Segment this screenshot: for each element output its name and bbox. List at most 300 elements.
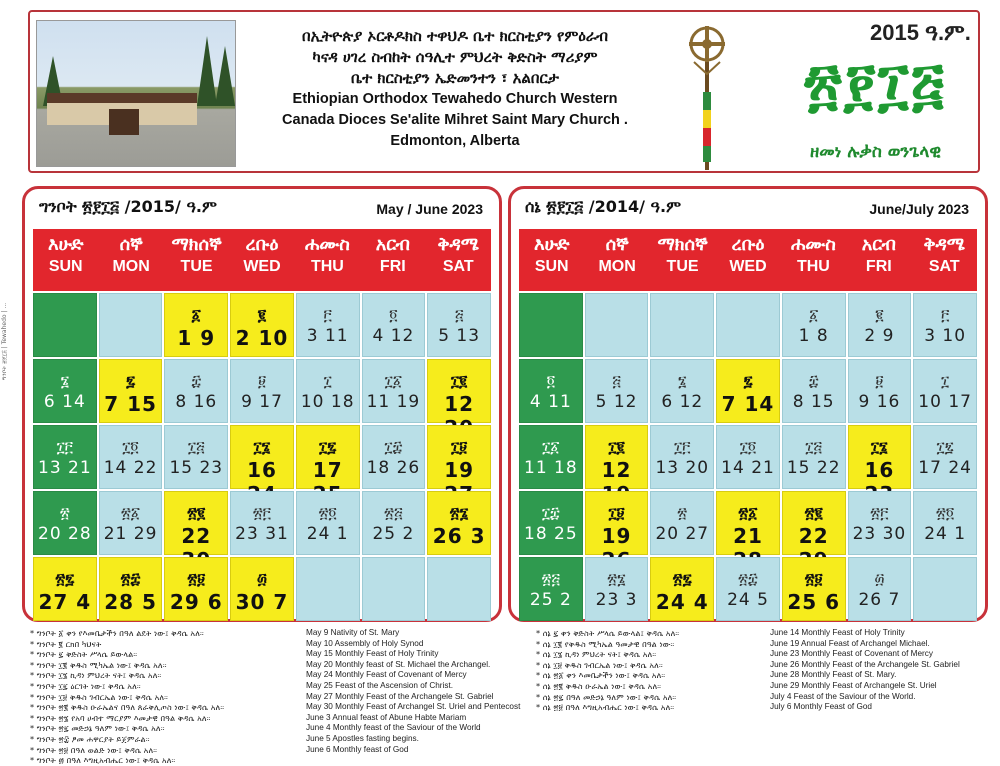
day-cell: [427, 557, 491, 621]
ethiopic-day-numeral: ፱: [875, 372, 884, 390]
day-cell: [650, 425, 714, 489]
day-cell: [230, 491, 294, 555]
day-cell: [519, 557, 583, 621]
day-numbers: 13 21: [38, 458, 92, 478]
notes-sene-am: [536, 628, 766, 713]
day-cell: [585, 425, 649, 489]
note-line: * ግንቦት ፳፱ በዓለ ወልድ ነው፤ ቅዳሴ አለ።: [30, 744, 158, 755]
ethiopic-day-numeral: ፲፱: [451, 438, 468, 456]
ethiopic-day-numeral: ፳፭: [541, 570, 560, 588]
day-cell: [716, 491, 780, 555]
day-numbers: 24 5: [727, 590, 769, 610]
ethiopic-day-numeral: ፲፩: [384, 372, 403, 390]
day-cell: [913, 425, 977, 489]
day-cell: [848, 425, 912, 489]
day-numbers: 16: [247, 458, 277, 482]
title-en-line: Canada Dioces Se'alite Mihret Saint Mary Church .: [282, 112, 628, 128]
year-ec-label: 2015 ዓ.ም.: [870, 20, 971, 45]
day-cell: [362, 491, 426, 555]
ethiopic-day-numeral: ፪: [875, 306, 884, 324]
note-line: July 4 Feast of the Saviour of the World.: [770, 691, 916, 701]
day-numbers: 20 27: [655, 524, 710, 544]
weekday-am-label: ማክሰኞ: [657, 234, 708, 255]
note-line: June 14 Monthly Feast of Holy Trinity: [770, 628, 905, 637]
note-line: * ግንቦት ፲፱ ቅዱስ ገብርኤል ነው፤ ቅዳሴ አለ።: [30, 691, 168, 702]
day-numbers: 22: [181, 524, 212, 548]
weekday-sun: [33, 229, 98, 291]
weekday-header: [33, 229, 491, 291]
day-numbers: 25 2: [529, 590, 572, 610]
ethiopic-day-numeral: ፳፪: [187, 504, 206, 522]
weekday-en-label: WED: [729, 258, 767, 275]
day-cell: [33, 293, 97, 357]
day-cell: [33, 425, 97, 489]
day-numbers: 7 14: [721, 392, 775, 416]
weekday-fri: [360, 229, 425, 291]
day-cell: [782, 359, 846, 423]
day-cell: [848, 359, 912, 423]
day-cell: [716, 293, 780, 357]
day-cell: [99, 293, 163, 357]
day-cell: [913, 359, 977, 423]
day-numbers: 2 9: [864, 326, 895, 346]
notes-ginbot-am: [30, 628, 300, 766]
day-numbers: 20 28: [38, 524, 92, 544]
big-year-ethiopic: ፳፻፲፭: [804, 50, 946, 118]
day-cell: [99, 557, 163, 621]
ethiopic-day-numeral: ፳፩: [738, 504, 758, 522]
ethiopic-day-numeral: ፲፫: [674, 438, 691, 456]
ethiopic-day-numeral: ፲፪: [451, 372, 468, 390]
day-numbers: 12: [444, 392, 475, 416]
ethiopic-day-numeral: ፯: [126, 372, 136, 390]
ethiopic-day-numeral: ፬: [389, 306, 398, 324]
note-line: May 15 Monthly Feast of Holy Trinity: [306, 649, 439, 659]
day-numbers: 1 9: [177, 326, 216, 350]
day-cell: [99, 359, 163, 423]
day-numbers: 5 13: [438, 326, 481, 346]
ethiopic-day-numeral: ፴: [874, 570, 885, 588]
day-cell: [362, 293, 426, 357]
ethiopic-day-numeral: ፫: [940, 306, 950, 324]
weekday-en-label: THU: [796, 258, 830, 275]
day-cell: [519, 425, 583, 489]
church-photo: [36, 20, 236, 167]
weekday-en-label: TUE: [666, 258, 699, 275]
day-cell: [164, 425, 228, 489]
day-cell: [650, 557, 714, 621]
title-en-line: Edmonton, Alberta: [390, 133, 520, 149]
weekday-sat: [912, 229, 977, 291]
ethiopic-day-numeral: ፲፪: [608, 438, 625, 456]
note-line: * ሰኔ ፳፩ ቀን እመቤታችን ነው፤ ቅዳሴ አለ።: [536, 670, 666, 681]
day-numbers: 16: [864, 458, 895, 482]
day-numbers: 28 5: [104, 590, 157, 614]
note-line: May 25 Feast of the Ascension of Christ.: [306, 680, 453, 690]
ethiopic-day-numeral: ፰: [808, 372, 819, 390]
day-cell: [650, 293, 714, 357]
note-line: May 30 Monthly Feast of Archangel St. Uriel and Pentecost: [306, 702, 521, 712]
day-cell: [296, 359, 360, 423]
weekday-en-label: SAT: [442, 258, 474, 275]
note-line: June 28 Monthly Feast of St. Mary.: [770, 670, 897, 680]
weekday-wed: [229, 229, 294, 291]
day-cell: [585, 359, 649, 423]
ethiopic-day-numeral: ፯: [743, 372, 753, 390]
note-line: * ሰኔ ፳፯ በዓለ መድኃኔ ዓለም ነው፤ ቅዳሴ አለ።: [536, 691, 677, 702]
day-cell: [650, 359, 714, 423]
ethiopic-day-numeral: ፳፱: [187, 570, 206, 588]
day-cell: [716, 359, 780, 423]
day-cell: [848, 293, 912, 357]
day-numbers: 24 1: [306, 524, 349, 544]
weekday-am-label: አርብ: [375, 234, 410, 255]
day-numbers: 15 22: [786, 458, 841, 478]
ethiopic-day-numeral: ፩: [809, 306, 819, 324]
weekday-en-label: MON: [112, 258, 150, 275]
calendar-header: [28, 10, 980, 173]
weekday-am-label: ሐሙስ: [790, 234, 836, 255]
day-cell: [427, 425, 491, 489]
day-cell: [913, 491, 977, 555]
weekday-en-label: FRI: [865, 258, 892, 275]
tree-shape: [197, 36, 217, 106]
note-line: June 23 Monthly Feast of Covenant of Mercy: [770, 649, 933, 659]
church-building: [47, 93, 197, 125]
day-cell: [519, 359, 583, 423]
day-cell: [782, 425, 846, 489]
day-numbers: 3 10: [924, 326, 967, 346]
day-numbers: 12: [601, 458, 632, 482]
day-numbers: 9 16: [858, 392, 901, 412]
church-door: [109, 109, 139, 135]
day-cell: [362, 425, 426, 489]
day-numbers: 21: [733, 524, 763, 548]
day-cell: [427, 293, 491, 357]
weekday-am-label: ቅዳሜ: [437, 234, 480, 255]
day-cell: [848, 557, 912, 621]
day-numbers: 6 12: [661, 392, 704, 412]
note-line: May 27 Monthly Feast of the Archangele St. Gabriel: [306, 691, 494, 701]
day-numbers: 25 6: [787, 590, 841, 614]
day-cell: [362, 557, 426, 621]
ethiopic-day-numeral: ፳፪: [804, 504, 823, 522]
ethiopic-day-numeral: ፭: [612, 372, 621, 390]
note-line: * ሰኔ ፲፪ የቅዱስ ሚካኤል ዓመታዊ በዓል ነው።: [536, 638, 675, 649]
day-numbers: 17: [312, 458, 343, 482]
day-numbers: 18 25: [524, 524, 578, 544]
note-line: June 29 Monthly Feast of Archangele St. Uriel: [770, 680, 937, 690]
note-line: May 10 Assembly of Holy Synod: [306, 638, 424, 648]
day-cell: [650, 491, 714, 555]
ethiopic-day-numeral: ፲፫: [56, 438, 73, 456]
ethiopic-day-numeral: ፳፮: [607, 570, 626, 588]
tree-shape: [215, 46, 235, 106]
note-line: * ሰኔ ፳፪ ቅዱስ ዑራኤል ነው፤ ቅዳሴ አለ።: [536, 680, 662, 691]
note-line: June 4 Monthly feast of the Saviour of the World: [306, 723, 481, 733]
weekday-sun: [519, 229, 584, 291]
day-cell: [164, 557, 228, 621]
day-cell: [913, 293, 977, 357]
day-numbers: 10 18: [300, 392, 355, 412]
day-cell: [230, 293, 294, 357]
day-cell: [427, 359, 491, 423]
ethiopic-day-numeral: ፬: [546, 372, 555, 390]
weekday-am-label: አርብ: [861, 234, 896, 255]
ethiopic-day-numeral: ፲፬: [739, 438, 757, 456]
weekday-en-label: SUN: [48, 258, 83, 275]
ethiopic-day-numeral: ፲፮: [253, 438, 271, 456]
note-line: * ሰኔ ፲፮ ኪዳነ ምህረት ናት፤ ቅዳሴ አለ።: [536, 649, 657, 660]
title-am-line: ካናዳ ሀገረ ስብከት ሰዓሊተ ምህረት ቅድስት ማሪያም: [312, 48, 598, 66]
weekday-header: [519, 229, 977, 291]
ethiopic-day-numeral: ፪: [257, 306, 267, 324]
day-numbers: 10 17: [918, 392, 972, 412]
day-numbers: 24 1: [924, 524, 967, 544]
note-line: * ግንቦት ፳፯ መድኃኔ ዓለም ነው፤ ቅዳሴ አለ።: [30, 723, 165, 734]
day-cell: [296, 425, 360, 489]
day-cell: [427, 491, 491, 555]
ethiopic-day-numeral: ፲፭: [187, 438, 205, 456]
ethiopic-day-numeral: ፮: [60, 372, 70, 390]
weekday-am-label: ረቡዕ: [245, 234, 279, 255]
note-line: * ግንቦት ፲፪ ቅዱስ ሚካኤል ነው፤ ቅዳሴ አለ።: [30, 659, 167, 670]
notes-may-en: [306, 628, 526, 755]
ethiopic-day-numeral: ፳፬: [936, 504, 955, 522]
note-line: * ግንቦት ፲፮ ኪዳነ ምህረት ናት፤ ቅዳሴ አለ።: [30, 670, 162, 681]
ethiopic-day-numeral: ፲: [323, 372, 332, 390]
day-numbers: 26 3: [432, 524, 486, 548]
ethiopic-day-numeral: ፮: [677, 372, 687, 390]
weekday-am-label: ቅዳሜ: [923, 234, 966, 255]
day-numbers: 8 16: [175, 392, 218, 412]
day-numbers: 19: [444, 458, 475, 482]
note-line: * ግንቦት ፪ ርክበ ካህናት: [30, 638, 102, 649]
weekday-wed: [715, 229, 780, 291]
day-numbers: 30 7: [235, 590, 289, 614]
calendar-range: June/July 2023: [869, 201, 969, 217]
day-numbers: 5 12: [595, 392, 638, 412]
day-cell: [296, 293, 360, 357]
day-numbers: 27 4: [38, 590, 92, 614]
weekday-sat: [426, 229, 491, 291]
ethiopic-day-numeral: ፭: [454, 306, 464, 324]
calendar-title: ግንቦት ፳፻፲፭ /2015/ ዓ.ም: [39, 197, 217, 216]
calendar-may-june: [22, 186, 502, 622]
cross-icon: [672, 22, 742, 172]
ethiopic-day-numeral: ፳፯: [55, 570, 75, 588]
day-cell: [164, 359, 228, 423]
ethiopic-day-numeral: ፰: [191, 372, 202, 390]
day-numbers: 23 3: [595, 590, 638, 610]
weekday-am-label: ሐሙስ: [304, 234, 350, 255]
day-cell: [585, 557, 649, 621]
weekday-am-label: ማክሰኞ: [171, 234, 222, 255]
calendar-grid: [519, 293, 977, 621]
ethiopic-day-numeral: ፳፰: [120, 570, 141, 588]
day-numbers: 29 6: [169, 590, 223, 614]
day-numbers: 21 29: [103, 524, 158, 544]
ethiopic-day-numeral: ፩: [191, 306, 201, 324]
day-cell: [296, 557, 360, 621]
title-en-line: Ethiopian Orthodox Tewahedo Church Western: [292, 91, 618, 107]
weekday-tue: [650, 229, 715, 291]
weekday-en-label: TUE: [180, 258, 213, 275]
day-cell: [519, 293, 583, 357]
day-numbers: 1 8: [798, 326, 829, 346]
note-line: May 20 Monthly feast of St. Michael the Archangel.: [306, 659, 491, 669]
day-cell: [33, 557, 97, 621]
calendar-june-july: [508, 186, 988, 622]
day-cell: [782, 557, 846, 621]
note-line: July 6 Monthly Feast of God: [770, 702, 872, 712]
note-line: June 6 Monthly feast of God: [306, 744, 409, 754]
ethiopic-day-numeral: ፱: [258, 372, 266, 390]
weekday-en-label: MON: [598, 258, 636, 275]
weekday-en-label: SUN: [534, 258, 569, 275]
day-numbers: 22: [798, 524, 829, 548]
church-title: [245, 26, 665, 152]
day-cell: [585, 491, 649, 555]
day-numbers: 17 24: [918, 458, 972, 478]
calendar-title: ሰኔ ፳፻፲፭ /2014/ ዓ.ም: [525, 197, 682, 216]
day-numbers: 6 14: [43, 392, 86, 412]
day-numbers: 24 4: [655, 590, 709, 614]
ethiopic-day-numeral: ፲፯: [936, 438, 954, 456]
title-am-line: በኢትዮጵያ ኦርቶዶክስ ተዋህዶ ቤተ ክርስቲያን የምዕራብ: [301, 27, 609, 45]
day-cell: [296, 491, 360, 555]
ethiopic-day-numeral: ፳: [60, 504, 70, 522]
day-cell: [913, 557, 977, 621]
day-numbers: 25 2: [372, 524, 415, 544]
weekday-am-label: ረቡዕ: [731, 234, 765, 255]
ethiopic-day-numeral: ፳፰: [738, 570, 758, 588]
ethiopic-day-numeral: ፫: [323, 306, 332, 324]
day-numbers: 14 21: [721, 458, 775, 478]
ethiopic-day-numeral: ፲: [941, 372, 950, 390]
ethiopic-day-numeral: ፳፱: [804, 570, 823, 588]
note-line: May 24 Monthly Feast of Covenant of Mercy: [306, 670, 467, 680]
note-line: June 26 Monthly Feast of the Archangele St. Gabriel: [770, 659, 960, 669]
day-numbers: 15 23: [169, 458, 224, 478]
note-line: * ሰኔ ፯ ቀን ቅድስት ሥላሴ ይውላል፤ ቅዳሴ አለ።: [536, 628, 680, 638]
title-am-line: ቤተ ክርስቲያን ኤድመንተን ፣ አልበርታ: [350, 69, 560, 87]
day-numbers: 7 15: [104, 392, 157, 416]
evangelist-label: ዘመነ ሉቃስ ወንጌላዊ: [810, 142, 942, 162]
day-cell: [362, 359, 426, 423]
ethiopic-day-numeral: ፲፱: [608, 504, 625, 522]
ethiopic-day-numeral: ፳፮: [449, 504, 469, 522]
day-numbers: 26 7: [858, 590, 901, 610]
ethiopic-day-numeral: ፳፫: [870, 504, 889, 522]
weekday-am-label: ሰኞ: [119, 234, 143, 255]
ethiopic-day-numeral: ፲፯: [319, 438, 337, 456]
weekday-fri: [846, 229, 911, 291]
day-cell: [782, 491, 846, 555]
ethiopic-day-numeral: ፲፰: [384, 438, 403, 456]
ethiopic-day-numeral: ፳: [677, 504, 688, 522]
day-numbers: 8 15: [792, 392, 835, 412]
day-cell: [99, 491, 163, 555]
day-cell: [164, 491, 228, 555]
weekday-thu: [781, 229, 846, 291]
weekday-en-label: FRI: [379, 258, 406, 275]
day-numbers: 14 22: [103, 458, 158, 478]
day-cell: [716, 557, 780, 621]
notes-june-en: [770, 628, 996, 713]
note-line: * ግንቦት ፯ ቅድስት ሥላሴ ይውላል።: [30, 649, 138, 660]
ethiopic-day-numeral: ፳፭: [384, 504, 403, 522]
note-line: * ግንቦት ፴ በዓለ እግዚአብሔር ነው፤ ቅዳሴ አለ።: [30, 755, 176, 766]
day-numbers: 11 19: [366, 392, 421, 412]
ethiopic-day-numeral: ፳፯: [672, 570, 692, 588]
ethiopic-day-numeral: ፲፭: [805, 438, 822, 456]
weekday-en-label: THU: [310, 258, 344, 275]
note-line: June 19 Annual Feast of Archangel Michael.: [770, 638, 930, 648]
side-vertical-text: ግንቦት ፳፻፲፭ | Tewahedo | ...: [1, 302, 8, 380]
day-numbers: 23 31: [235, 524, 289, 544]
ethiopic-day-numeral: ፳፬: [318, 504, 337, 522]
weekday-am-label: እሁድ: [533, 234, 570, 255]
note-line: * ግንቦት ፲፯ ዕርገት ነው፤ ቅዳሴ አለ።: [30, 680, 141, 691]
note-line: * ሰኔ ፳፱ በዓለ እግዚአብሔር ነው፤ ቅዳሴ አለ።: [536, 702, 675, 713]
day-cell: [33, 491, 97, 555]
weekday-en-label: SAT: [928, 258, 960, 275]
day-cell: [848, 491, 912, 555]
day-cell: [782, 293, 846, 357]
day-cell: [230, 425, 294, 489]
day-cell: [716, 425, 780, 489]
ethiopic-day-numeral: ፲፬: [122, 438, 139, 456]
ethiopic-day-numeral: ፴: [256, 570, 268, 588]
day-numbers: 23 30: [852, 524, 907, 544]
day-numbers: 4 11: [529, 392, 572, 412]
day-numbers: 2 10: [235, 326, 289, 350]
calendar-grid: [33, 293, 491, 621]
day-cell: [99, 425, 163, 489]
ethiopic-day-numeral: ፲፰: [541, 504, 560, 522]
note-line: * ግንቦት ፳፪ ቅዱስ ዑራኤልና በዓለ ጰራቅሊጦስ ነው፤ ቅዳሴ አለ።: [30, 702, 225, 713]
weekday-am-label: ሰኞ: [605, 234, 629, 255]
note-line: * ግንቦት ፳፰ ፆመ ሐዋርያት ይጀምራል።: [30, 733, 150, 744]
note-line: May 9 Nativity of St. Mary: [306, 628, 400, 637]
day-numbers: 13 20: [655, 458, 710, 478]
ethiopic-day-numeral: ፳፩: [121, 504, 141, 522]
day-numbers: 4 12: [372, 326, 415, 346]
day-numbers: 3 11: [306, 326, 349, 346]
note-line: * ግንቦት ፩ ቀን የእመቤታችን በዓለ ልደት ነው፤ ቅዳሴ አለ።: [30, 628, 204, 638]
ethiopic-day-numeral: ፲፩: [542, 438, 560, 456]
day-numbers: 9 17: [241, 392, 283, 412]
day-cell: [164, 293, 228, 357]
note-line: * ግንቦት ፳፮ የአባ ሀብተ ማርያም እመታዊ በዓል ቅዳሴ አለ።: [30, 712, 211, 723]
day-numbers: 11 18: [524, 458, 578, 478]
day-cell: [230, 557, 294, 621]
weekday-tue: [164, 229, 229, 291]
note-line: June 5 Apostles fasting begins.: [306, 733, 419, 743]
weekday-mon: [98, 229, 163, 291]
ethiopic-day-numeral: ፲፮: [871, 438, 888, 456]
day-cell: [519, 491, 583, 555]
weekday-mon: [584, 229, 649, 291]
weekday-thu: [295, 229, 360, 291]
weekday-en-label: WED: [243, 258, 281, 275]
day-numbers: 19: [601, 524, 632, 548]
day-cell: [585, 293, 649, 357]
day-cell: [230, 359, 294, 423]
note-line: June 3 Annual feast of Abune Habte Mariam: [306, 712, 467, 722]
ethiopic-day-numeral: ፳፫: [252, 504, 271, 522]
